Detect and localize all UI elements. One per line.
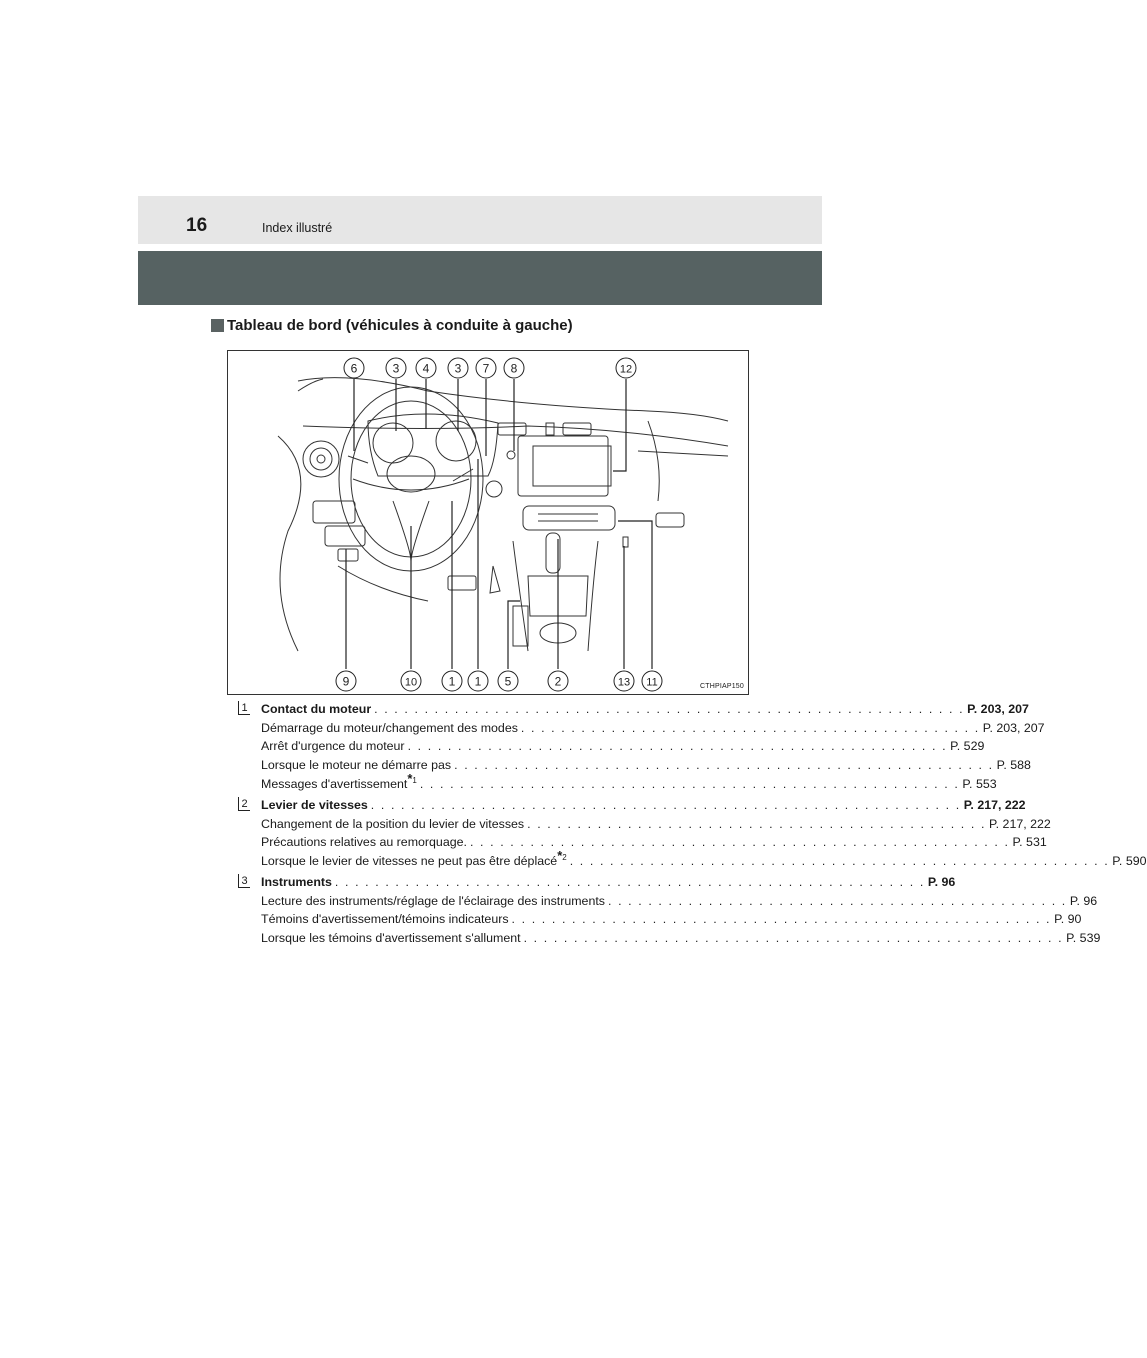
callout-label: 11 bbox=[646, 676, 658, 689]
item-label: Lorsque les témoins d'avertissement s'allument bbox=[261, 931, 521, 946]
item-label-text: Messages d'avertissement bbox=[261, 776, 408, 791]
sub-heading-text: Tableau de bord (véhicules à conduite à gauche) bbox=[227, 317, 573, 334]
entry-number: 3 bbox=[238, 874, 250, 888]
callouts-bottom bbox=[336, 671, 662, 691]
entry-title-row bbox=[261, 796, 1026, 815]
item-page-link[interactable]: P. 588 bbox=[996, 758, 1031, 773]
dashboard-drawing bbox=[228, 351, 748, 694]
entry-item bbox=[261, 910, 1082, 929]
callout-10 bbox=[401, 671, 421, 691]
callout-1b bbox=[468, 671, 488, 691]
entry-title-row bbox=[261, 700, 1029, 719]
leader-dots: . . . . . . . . . . . . . . . . . . . . . . . . . . . . . . . . . . . . . . . . . . . . . . bbox=[520, 720, 980, 735]
callout-label: 1 bbox=[448, 674, 456, 689]
entry-item bbox=[261, 929, 1101, 948]
item-label bbox=[261, 847, 567, 871]
entry-item bbox=[261, 737, 985, 756]
callout-6 bbox=[344, 358, 364, 378]
leader-dots: . . . . . . . . . . . . . . . . . . . . . . . . . . . . . . . . . . . . . . . . . . . . . . . . . . . . . . bbox=[407, 739, 948, 754]
leader-dots: . . . . . . . . . . . . . . . . . . . . . . . . . . . . . . . . . . . . . . . . . . . . . . . . . . . . . . bbox=[454, 758, 994, 773]
entry-page-link[interactable]: P. 203, 207 bbox=[967, 702, 1029, 716]
entry-title: Contact du moteur bbox=[261, 702, 372, 716]
entry-number: 1 bbox=[238, 701, 250, 715]
dashboard-illustration bbox=[227, 350, 749, 695]
entry-item bbox=[261, 833, 1047, 852]
callout-label: 12 bbox=[619, 363, 633, 376]
callout-label: 3 bbox=[392, 361, 400, 376]
callout-12 bbox=[616, 358, 636, 378]
item-page-link[interactable]: P. 96 bbox=[1069, 893, 1098, 908]
callout-label: 2 bbox=[554, 674, 562, 689]
leader-dots: . . . . . . . . . . . . . . . . . . . . . . . . . . . . . . . . . . . . . . . . . . . . . . . . . . . . . . bbox=[469, 835, 1010, 850]
item-label-text: Lorsque le levier de vitesses ne peut pas être déplacé bbox=[261, 854, 558, 869]
item-label: Précautions relatives au remorquage. bbox=[261, 835, 467, 850]
footnote-star: * bbox=[407, 770, 413, 786]
footnote-mark bbox=[557, 848, 567, 863]
item-label: Lorsque le moteur ne démarre pas bbox=[261, 758, 452, 773]
item-label: Changement de la position du levier de vitesses bbox=[261, 816, 525, 831]
leader-dots: . . . . . . . . . . . . . . . . . . . . . . . . . . . . . . . . . . . . . . . . . . . . . . . . . . . . . . bbox=[523, 931, 1064, 946]
callout-label: 6 bbox=[350, 361, 358, 376]
footnote-star: * bbox=[557, 847, 563, 863]
entry-number: 2 bbox=[238, 797, 250, 811]
callout-7 bbox=[476, 358, 496, 378]
leader-dots: . . . . . . . . . . . . . . . . . . . . . . . . . . . . . . . . . . . . . . . . . . . . . . . . . . . . . . bbox=[419, 776, 960, 791]
callout-2 bbox=[548, 671, 568, 691]
item-label bbox=[261, 770, 417, 794]
item-page-link[interactable]: P. 531 bbox=[1012, 835, 1047, 850]
callout-13 bbox=[614, 671, 634, 691]
callout-4 bbox=[416, 358, 436, 378]
entry-title: Levier de vitesses bbox=[261, 798, 368, 812]
entry-item bbox=[261, 770, 997, 794]
callout-3b bbox=[448, 358, 468, 378]
callout-label: 3 bbox=[454, 361, 462, 376]
entry-page-link[interactable]: P. 217, 222 bbox=[963, 798, 1026, 812]
item-page-link[interactable]: P. 203, 207 bbox=[982, 720, 1045, 735]
callout-11 bbox=[642, 671, 662, 691]
item-label: Témoins d'avertissement/témoins indicateurs bbox=[261, 912, 509, 927]
entry-item bbox=[261, 719, 1045, 738]
leader-dots: . . . . . . . . . . . . . . . . . . . . . . . . . . . . . . . . . . . . . . . . . . . . . . . . . . . . . . . . . . . bbox=[334, 875, 925, 889]
figure-code: CTHPIAP150 bbox=[699, 683, 744, 690]
heading-square-icon bbox=[211, 319, 224, 332]
callout-label: 1 bbox=[474, 674, 482, 689]
callout-8 bbox=[504, 358, 524, 378]
entry-title-row bbox=[261, 873, 956, 892]
entry-page-link[interactable]: P. 96 bbox=[927, 875, 956, 889]
item-label: Arrêt d'urgence du moteur bbox=[261, 739, 405, 754]
item-page-link[interactable]: P. 590 bbox=[1112, 854, 1147, 869]
entry-title: Instruments bbox=[261, 875, 332, 889]
leader-dots: . . . . . . . . . . . . . . . . . . . . . . . . . . . . . . . . . . . . . . . . . . . . . . . . . . . . . . bbox=[511, 912, 1052, 927]
entry-item bbox=[261, 892, 1098, 911]
entry-3 bbox=[238, 873, 1101, 948]
item-page-link[interactable]: P. 217, 222 bbox=[989, 816, 1051, 831]
item-page-link[interactable]: P. 553 bbox=[962, 776, 997, 791]
callout-9 bbox=[336, 671, 356, 691]
entry-item bbox=[261, 756, 1031, 775]
leader-dots: . . . . . . . . . . . . . . . . . . . . . . . . . . . . . . . . . . . . . . . . . . . . . . bbox=[527, 816, 986, 831]
item-page-link[interactable]: P. 529 bbox=[950, 739, 985, 754]
entry-2 bbox=[238, 796, 1147, 871]
section-title: Index illustré bbox=[262, 221, 333, 235]
callout-label: 10 bbox=[404, 676, 418, 689]
entry-item bbox=[261, 847, 1147, 871]
callout-5 bbox=[498, 671, 518, 691]
callout-label: 7 bbox=[482, 361, 490, 376]
leader-dots: . . . . . . . . . . . . . . . . . . . . . . . . . . . . . . . . . . . . . . . . . . . . . . . . . . . . . . bbox=[569, 854, 1110, 869]
leader-dots: . . . . . . . . . . . . . . . . . . . . . . . . . . . . . . . . . . . . . . . . . . . . . . . . . . . . . . . . . . . bbox=[374, 702, 965, 716]
sub-heading bbox=[211, 317, 573, 334]
footnote-number: 2 bbox=[562, 852, 567, 862]
callouts-top bbox=[344, 358, 636, 378]
section-band bbox=[138, 251, 822, 305]
entry-1 bbox=[238, 700, 1045, 794]
callout-3a bbox=[386, 358, 406, 378]
entry-item bbox=[261, 815, 1051, 834]
callout-label: 13 bbox=[617, 676, 631, 689]
item-page-link[interactable]: P. 539 bbox=[1066, 931, 1101, 946]
footnote-number: 1 bbox=[412, 775, 417, 785]
item-page-link[interactable]: P. 90 bbox=[1054, 912, 1082, 927]
header-bar bbox=[138, 196, 822, 244]
item-label: Lecture des instruments/réglage de l'éclairage des instruments bbox=[261, 893, 605, 908]
leader-dots: . . . . . . . . . . . . . . . . . . . . . . . . . . . . . . . . . . . . . . . . . . . . . . . . . . . . . . . . . . . bbox=[370, 798, 961, 812]
page-number: 16 bbox=[186, 215, 208, 236]
callout-label: 4 bbox=[422, 361, 430, 376]
leader-dots: . . . . . . . . . . . . . . . . . . . . . . . . . . . . . . . . . . . . . . . . . . . . . . bbox=[607, 893, 1067, 908]
item-label: Démarrage du moteur/changement des modes bbox=[261, 720, 518, 735]
callout-1a bbox=[442, 671, 462, 691]
footnote-mark bbox=[407, 771, 417, 786]
callout-label: 5 bbox=[504, 674, 512, 689]
callout-label: 9 bbox=[342, 674, 350, 689]
callout-label: 8 bbox=[510, 361, 518, 376]
